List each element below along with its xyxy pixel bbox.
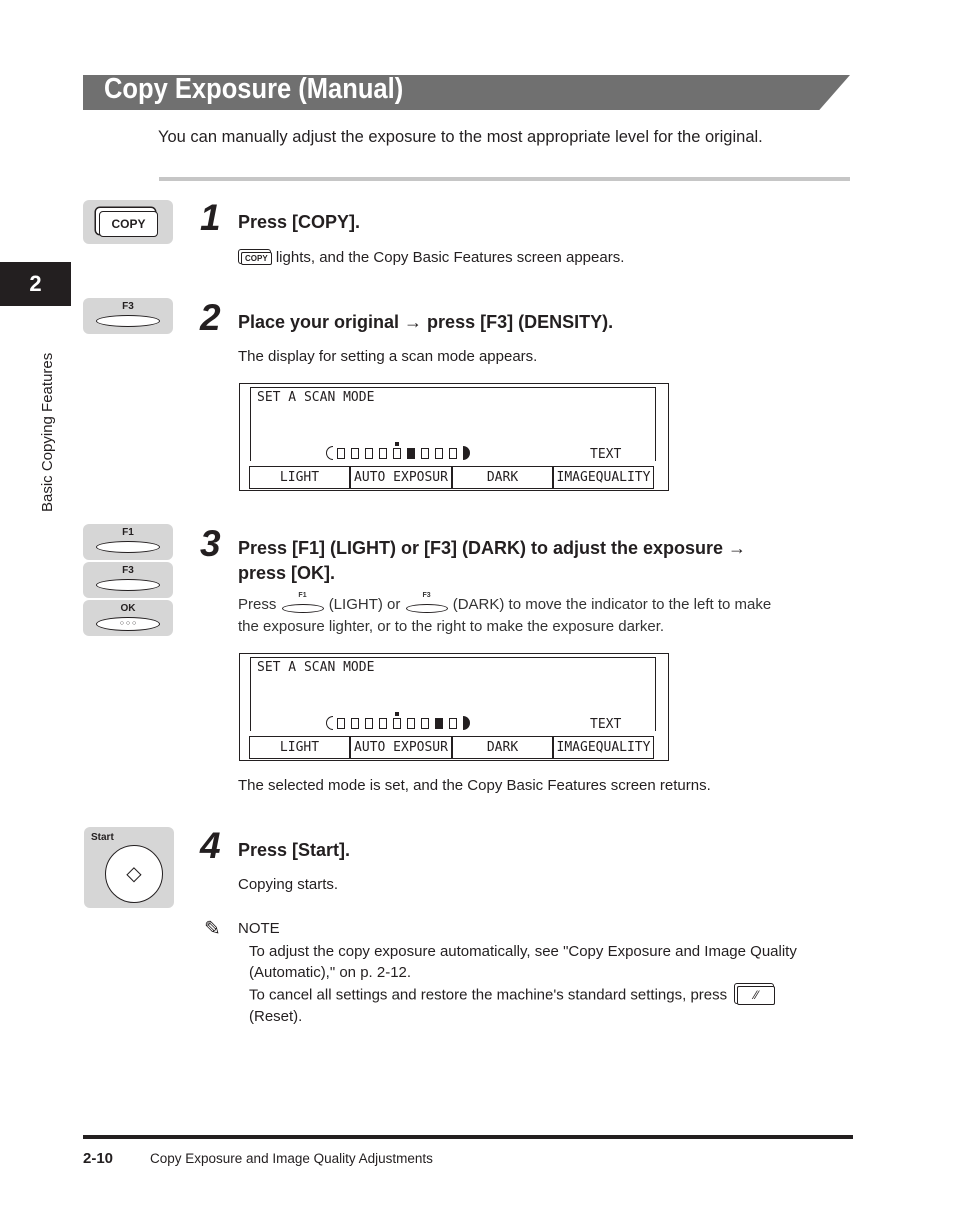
f3-key-label-2: F3 <box>122 565 134 576</box>
exposure-level-cell <box>435 718 443 729</box>
step-3-heading-line1: Press [F1] (LIGHT) or [F3] (DARK) to adjust the exposure → <box>238 538 747 558</box>
f3-inline-icon: F3 <box>405 598 449 612</box>
step-4-body: Copying starts. <box>238 876 339 893</box>
lcd-image-quality-button-2[interactable]: IMAGEQUALITY <box>553 736 654 759</box>
lcd-screen-1 <box>239 383 669 491</box>
exposure-level-cell <box>421 448 429 459</box>
f1-key-icon <box>96 541 160 553</box>
exposure-level-cell <box>351 718 359 729</box>
f3-key-panel <box>83 298 173 334</box>
f1-key-label: F1 <box>122 527 134 538</box>
lcd-image-quality-button[interactable]: IMAGEQUALITY <box>553 466 654 489</box>
chapter-side-label: Basic Copying Features <box>39 352 56 512</box>
step-2-body: The display for setting a scan mode appears. <box>238 348 538 365</box>
copy-key-icon: COPY <box>99 211 158 237</box>
lcd-title-2: SET A SCAN MODE <box>257 660 375 675</box>
step-4-number: 4 <box>200 825 221 866</box>
ok-key-icon: ○ ○ ○ <box>96 617 160 631</box>
f3-key-panel-2 <box>83 562 173 598</box>
lcd-light-button[interactable]: LIGHT <box>249 466 350 489</box>
exposure-level-cell <box>393 448 401 459</box>
lcd-screen-2 <box>239 653 669 761</box>
ok-key-panel <box>83 600 173 636</box>
exposure-level-cell <box>449 448 457 459</box>
lcd-light-button-2[interactable]: LIGHT <box>249 736 350 759</box>
exposure-level-cell <box>435 448 443 459</box>
exposure-scale <box>326 384 486 464</box>
exposure-level-cell <box>337 718 345 729</box>
exposure-level-cell <box>449 718 457 729</box>
lcd-auto-exposure-button-2[interactable]: AUTO EXPOSUR <box>350 736 452 759</box>
intro-text: You can manually adjust the exposure to the most appropriate level for the original. <box>158 128 763 146</box>
footer-rule <box>83 1135 853 1139</box>
step-3-heading-line2: press [OK]. <box>238 563 336 583</box>
step-3-after-text: The selected mode is set, and the Copy Basic Features screen returns. <box>238 777 711 794</box>
lcd-auto-exposure-button[interactable]: AUTO EXPOSUR <box>350 466 452 489</box>
dark-end-icon <box>463 716 470 730</box>
exposure-level-cell <box>351 448 359 459</box>
exposure-scale-2 <box>326 654 486 734</box>
lcd-title: SET A SCAN MODE <box>257 390 375 405</box>
copy-key-panel <box>83 200 173 244</box>
step-3-press-text: Press <box>238 596 277 613</box>
step-2-number: 2 <box>200 297 221 338</box>
step-3-dark-text: (DARK) to move the indicator to the left to make <box>452 596 772 613</box>
step-1-heading: Press [COPY]. <box>238 212 361 232</box>
note-line-3-text: To cancel all settings and restore the machine's standard settings, press <box>249 986 728 1004</box>
exposure-level-cell <box>407 448 415 459</box>
page-title: Copy Exposure (Manual) <box>104 73 404 105</box>
note-label: NOTE <box>238 920 280 937</box>
light-end-icon <box>326 716 333 730</box>
lcd-dark-button[interactable]: DARK <box>452 466 553 489</box>
footer-section-title: Copy Exposure and Image Quality Adjustments <box>150 1151 433 1166</box>
reset-key-icon: ⁄⁄ <box>737 986 775 1005</box>
center-marker <box>395 442 399 446</box>
f1-inline-icon: F1 <box>281 598 325 612</box>
pencil-icon: ✎ <box>204 918 221 940</box>
f3-key-icon-2 <box>96 579 160 591</box>
exposure-level-cell <box>365 718 373 729</box>
center-marker <box>395 712 399 716</box>
note-line-4: (Reset). <box>249 1008 303 1025</box>
chapter-tab: 2 <box>0 262 71 306</box>
f3-key-label: F3 <box>122 301 134 312</box>
exposure-level-cell <box>337 448 345 459</box>
exposure-level-cell <box>407 718 415 729</box>
lcd-mode: TEXT <box>590 447 622 462</box>
note-line-1: To adjust the copy exposure automatically, see "Copy Exposure and Image Quality <box>249 943 797 960</box>
copy-inline-icon: COPY <box>241 252 272 265</box>
section-divider <box>159 177 850 181</box>
start-key-panel <box>84 827 174 908</box>
exposure-level-cell <box>393 718 401 729</box>
note-line-2: (Automatic)," on p. 2-12. <box>249 964 412 981</box>
step-4-heading: Press [Start]. <box>238 840 351 860</box>
lcd-mode-2: TEXT <box>590 717 622 732</box>
dark-end-icon <box>463 446 470 460</box>
f3-key-icon <box>96 315 160 327</box>
exposure-level-cell <box>379 718 387 729</box>
page-number: 2-10 <box>83 1150 114 1167</box>
exposure-level-cell <box>365 448 373 459</box>
step-3-light-text: (LIGHT) or <box>328 596 401 613</box>
note-line-3 <box>249 986 775 1005</box>
step-2-heading: Place your original → press [F3] (DENSITY). <box>238 312 614 332</box>
step-1-number: 1 <box>200 197 221 238</box>
step-3-number: 3 <box>200 523 221 564</box>
exposure-level-cell <box>421 718 429 729</box>
ok-key-label: OK <box>120 603 136 614</box>
f1-key-panel <box>83 524 173 560</box>
step-1-body-text: lights, and the Copy Basic Features screen appears. <box>275 249 625 266</box>
lcd-dark-button-2[interactable]: DARK <box>452 736 553 759</box>
exposure-level-cell <box>379 448 387 459</box>
start-key-icon: ◇ <box>105 845 163 903</box>
start-key-label: Start <box>91 832 114 843</box>
light-end-icon <box>326 446 333 460</box>
step-3-body-line2: the exposure lighter, or to the right to make the exposure darker. <box>238 618 665 635</box>
step-1-body <box>238 249 624 266</box>
step-3-body-line1 <box>238 592 772 613</box>
